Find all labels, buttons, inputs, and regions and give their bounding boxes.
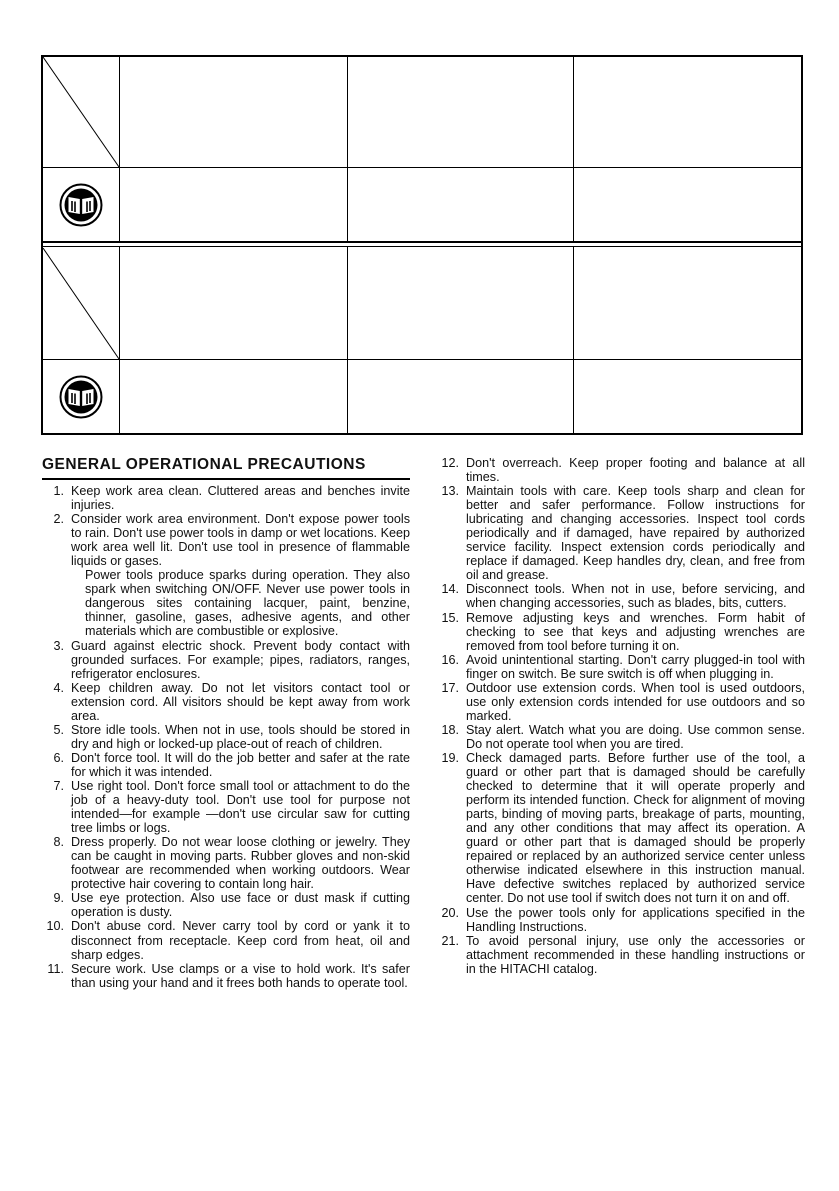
table-col-divider: [347, 246, 348, 433]
precaution-item: 7. Use right tool. Don't force small tool or attachment to do the job of a heavy-duty tool. Don't use tool for purpose not intended—for example —don't use circular saw for cutting tree limbs or logs.: [53, 778, 410, 836]
table-col-divider: [347, 55, 348, 242]
table-col-divider: [573, 55, 574, 242]
table-section-divider: [41, 246, 801, 247]
precaution-item: 14. Disconnect tools. When not in use, before servicing, and when changing accessories, such as blades, bits, cutters.: [441, 582, 805, 611]
precaution-item: 2. Consider work area environment. Don't expose power tools to rain. Don't use power tools in damp or wet locations. Keep work area well lit. Don't use tool in presence of flammable liquids or gases. Power tools produce sparks during operation. They also spark when switching ON/OFF. Never use power tools in dangerous sites containing lacquer, paint, benzine, thinner, gasoline, gases, adhesive agents, and other materials which are combustible or explosive.: [53, 512, 410, 639]
diagonal-slash-icon: [43, 57, 119, 167]
precaution-item: 5. Store idle tools. When not in use, tools should be stored in dry and high or locked-up place-out of reach of children.: [53, 722, 410, 751]
precaution-item: 15. Remove adjusting keys and wrenches. Form habit of checking to see that keys and adjusting wrenches are removed from tool before turning it on.: [441, 610, 805, 653]
precaution-item: 11. Secure work. Use clamps or a vise to hold work. It's safer than using your hand and it frees both hands to operate tool.: [47, 961, 410, 990]
table-col-divider: [119, 55, 120, 242]
manual-book-icon: [59, 375, 103, 419]
precaution-item: 10. Don't abuse cord. Never carry tool by cord or yank it to disconnect from receptacle. Keep cord from heat, oil and sharp edges.: [46, 919, 410, 962]
precaution-item: 21. To avoid personal injury, use only the accessories or attachment recommended in these handling instructions or in the HITACHI catalog.: [441, 933, 805, 976]
precaution-item: 9. Use eye protection. Also use face or dust mask if cutting operation is dusty.: [53, 891, 410, 920]
precaution-item: 19. Check damaged parts. Before further use of the tool, a guard or other part that is damaged should be carefully checked to determine that it will operate properly and perform its intended function. Check for alignment of moving parts, binding of moving parts, breakage of parts, mounting, and any other conditions that may affect its operation. A guard or other part that is damaged should be properly repaired or replaced by an authorized service center unless otherwise indicated elsewhere in this instruction manual. Have defective switches replaced by authorized service center. Do not use tool if switch does not turn it on and off.: [441, 750, 805, 906]
table-row-divider: [41, 359, 801, 360]
table-frame: [41, 55, 803, 435]
section-heading: GENERAL OPERATIONAL PRECAUTIONS: [42, 456, 410, 480]
precautions-left-column: [42, 456, 410, 990]
precaution-item: 18. Stay alert. Watch what you are doing. Use common sense. Do not operate tool when you are tired.: [441, 722, 805, 751]
table-section-divider: [41, 241, 801, 243]
diagonal-slash-icon: [43, 248, 119, 359]
precaution-item: 6. Don't force tool. It will do the job better and safer at the rate for which it was intended.: [53, 750, 410, 779]
precaution-item: 1. Keep work area clean. Cluttered areas and benches invite injuries.: [53, 484, 410, 513]
precaution-item: 8. Dress properly. Do not wear loose clothing or jewelry. They can be caught in moving parts. Rubber gloves and non-skid footwear are recommended when working outdoors. Wear protective hair covering to contain long hair.: [53, 835, 410, 892]
precautions-right-column: [437, 456, 805, 976]
spec-table: [41, 55, 801, 433]
precaution-item: 3. Guard against electric shock. Prevent body contact with grounded surfaces. For example; pipes, radiators, ranges, refrigerator enclosures.: [53, 638, 410, 681]
table-col-divider: [573, 246, 574, 433]
manual-book-icon: [59, 183, 103, 227]
manual-book-cell: [43, 168, 119, 241]
precaution-item: 12. Don't overreach. Keep proper footing and balance at all times.: [441, 456, 805, 485]
precaution-item: 13. Maintain tools with care. Keep tools sharp and clean for better and safer performance. Follow instructions for lubricating and changing accessories. Inspect tool cords periodically and if damaged, have repaired by authorized service facility. Inspect extension cords periodically and replace if damaged. Keep handles dry, clean, and free from oil and grease.: [441, 484, 805, 583]
table-col-divider: [119, 246, 120, 433]
precaution-item: 17. Outdoor use extension cords. When tool is used outdoors, use only extension cords intended for use outdoors and so marked.: [441, 680, 805, 723]
precaution-subnote: Power tools produce sparks during operation. They also spark when switching ON/OFF. Never use power tools in dangerous sites containing lacquer, paint, benzine, thinner, gasoline, gases, adhesive agents, and other materials which are combustible or explosive.: [85, 568, 410, 639]
precaution-item: 4. Keep children away. Do not let visitors contact tool or extension cord. All visitors should be kept away from work area.: [53, 680, 410, 723]
precaution-item: 20. Use the power tools only for applications specified in the Handling Instructions.: [441, 905, 805, 934]
table-row-divider: [41, 167, 801, 168]
precaution-item: 16. Avoid unintentional starting. Don't carry plugged-in tool with finger on switch. Be sure switch is off when plugging in.: [441, 652, 805, 681]
manual-book-cell: [43, 360, 119, 433]
